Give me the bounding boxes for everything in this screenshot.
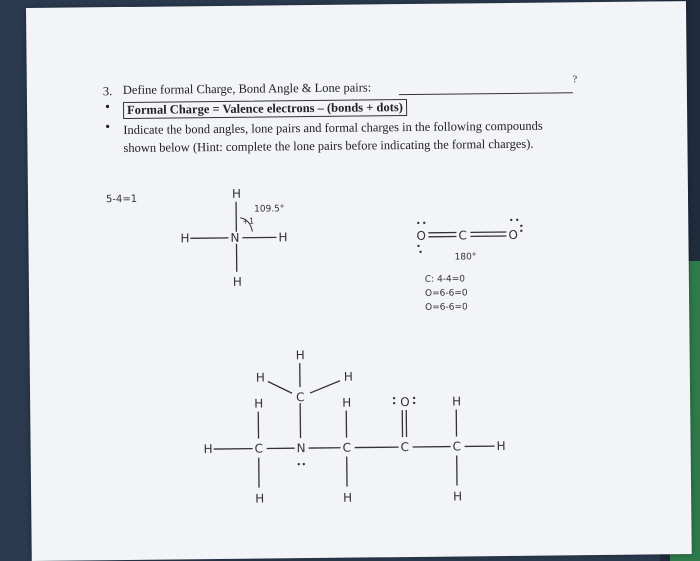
atom-o: O <box>400 395 410 410</box>
co2-structure <box>416 219 523 313</box>
amide-structure <box>203 346 507 506</box>
atom-c: C <box>296 390 305 405</box>
atom-h: H <box>278 230 288 245</box>
atom-o: O <box>508 227 518 242</box>
atom-h: H <box>343 369 353 384</box>
bullet-dot: • <box>105 120 111 136</box>
worksheet-paper <box>26 1 692 561</box>
atom-c: C <box>254 441 264 456</box>
atom-h: H <box>496 439 506 454</box>
instruction-line-2: shown below (Hint: complete the lone pairs before indicating the formal charges). <box>123 136 534 155</box>
atom-h: H <box>254 396 264 411</box>
atom-h: H <box>255 491 265 506</box>
atom-h: H <box>203 442 213 457</box>
atom-c: C <box>342 440 352 455</box>
atom-o: O <box>416 228 426 243</box>
atom-h: H <box>232 274 242 289</box>
atom-c: C <box>458 228 467 243</box>
atom-c: C <box>452 439 462 454</box>
atom-h: H <box>342 395 352 410</box>
bullet-dot: • <box>104 100 111 116</box>
atom-h: H <box>231 186 242 201</box>
atom-n: N <box>230 230 240 245</box>
question-title: Define formal Charge, Bond Angle & Lone pairs: <box>122 80 372 97</box>
atom-h: H <box>453 489 463 504</box>
instruction-line-1: Indicate the bond angles, lone pairs and formal charges in the following compounds <box>123 118 543 137</box>
formal-charge-definition: Formal Charge = Valence electrons – (bonds + dots) <box>123 99 407 119</box>
atom-h: H <box>295 348 305 363</box>
atom-h: H <box>180 231 190 246</box>
atom-c: C <box>400 440 410 455</box>
atom-h: H <box>452 394 462 409</box>
bond-angle-label: 109.5° <box>254 204 285 215</box>
atom-n: N <box>296 441 306 456</box>
question-number: 3. <box>102 84 113 99</box>
formal-charge-calc: 5-4=1 <box>105 193 138 206</box>
atom-h: H <box>255 370 265 385</box>
structures-drawing <box>26 1 692 561</box>
atom-h: H <box>343 490 353 505</box>
ammonium-structure <box>106 186 288 290</box>
question-mark: ? <box>572 74 578 86</box>
formal-charge-calc: O=6-6=0 <box>425 302 468 313</box>
formal-charge-label: +1 <box>242 216 255 226</box>
bond-angle-label: 180° <box>454 252 477 263</box>
formal-charge-calc: C: 4-4=0 <box>424 274 466 285</box>
formal-charge-calc: O=6-6=0 <box>424 288 468 299</box>
